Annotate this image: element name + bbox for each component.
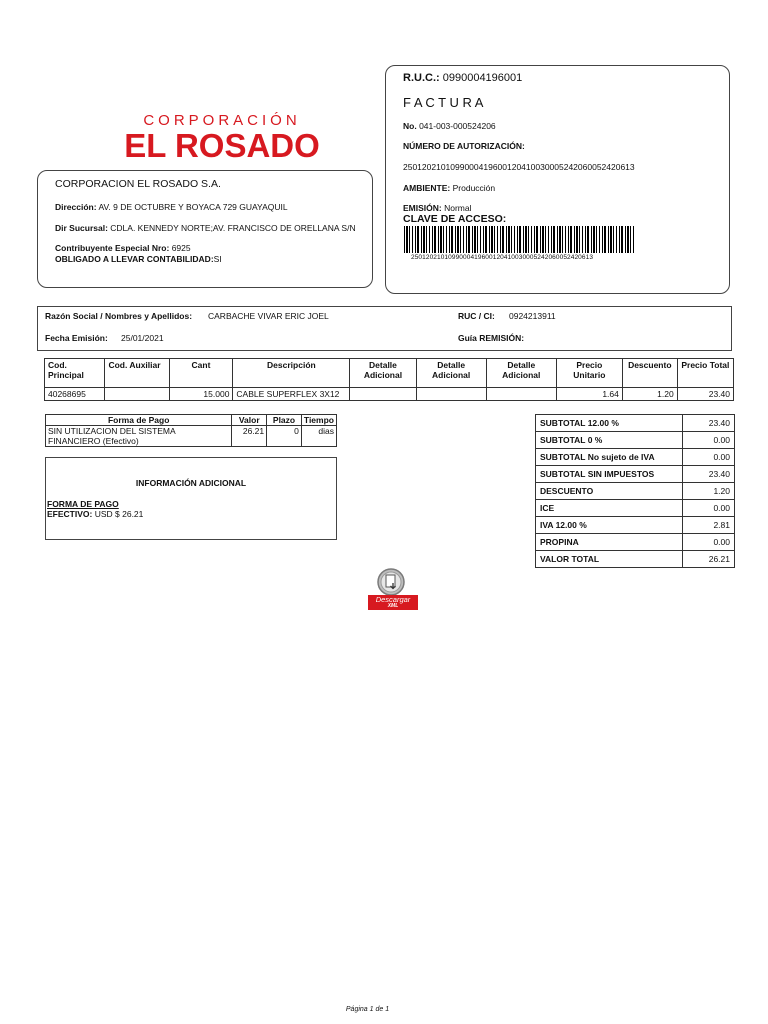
- payment-term: 0: [267, 426, 302, 447]
- totals-row: [536, 449, 735, 466]
- subtotal-12-label: SUBTOTAL 12.00 %: [536, 415, 683, 432]
- payment-time: dias: [301, 426, 336, 447]
- download-label: Descargar: [375, 595, 411, 604]
- subtotal-sin-impuestos-value: 23.40: [682, 466, 734, 483]
- invoice-ruc-label: R.U.C.:: [403, 72, 440, 84]
- special-taxpayer-value: 6925: [171, 243, 191, 253]
- table-row: [45, 388, 734, 401]
- totals-row: [536, 432, 735, 449]
- cell-cant: 15.000: [169, 388, 233, 401]
- invoice-ruc: [403, 72, 522, 84]
- payment-col-form: Forma de Pago: [46, 415, 232, 426]
- totals-row: [536, 534, 735, 551]
- cell-cod-auxiliar: [105, 388, 169, 401]
- iva-label: IVA 12.00 %: [536, 517, 683, 534]
- issue-date: 25/01/2021: [121, 333, 164, 343]
- cell-detalle-1: [350, 388, 416, 401]
- invoice-number-label: No.: [403, 121, 417, 131]
- download-document-icon: [376, 567, 406, 597]
- special-taxpayer: [55, 243, 191, 253]
- invoice-ruc-value: 0990004196001: [442, 72, 523, 84]
- environment-label: AMBIENTE:: [403, 183, 451, 193]
- company-branch-label: Dir Sucursal:: [55, 223, 108, 233]
- authorization-number: 2501202101099000419600120410030005242060052420613: [403, 162, 635, 172]
- company-name: CORPORACION EL ROSADO S.A.: [55, 178, 221, 190]
- col-precio-unitario: Precio Unitario: [556, 359, 622, 388]
- col-cod-auxiliar: Cod. Auxiliar: [105, 359, 169, 388]
- col-detalle-2: Detalle Adicional: [416, 359, 486, 388]
- totals-table: [535, 414, 735, 568]
- client-ruc-label: RUC / CI:: [458, 311, 495, 321]
- cell-cod-principal: 40268695: [45, 388, 105, 401]
- payment-row: [46, 426, 337, 447]
- access-key-barcode: [404, 226, 636, 253]
- totals-row: [536, 415, 735, 432]
- items-table: [44, 358, 734, 401]
- download-label-plate: [368, 595, 418, 610]
- payment-col-time: Tiempo: [301, 415, 336, 426]
- discount-label: DESCUENTO: [536, 483, 683, 500]
- totals-row: [536, 517, 735, 534]
- subtotal-no-iva-value: 0.00: [682, 449, 734, 466]
- invoice-number-value: 041-003-000524206: [419, 121, 496, 131]
- invoice-number: [403, 121, 496, 131]
- payment-table: [45, 414, 337, 447]
- cell-precio-total: 23.40: [677, 388, 733, 401]
- special-taxpayer-label: Contribuyente Especial Nro:: [55, 243, 170, 253]
- emission-label: EMISIÓN:: [403, 203, 442, 213]
- company-address-value: AV. 9 DE OCTUBRE Y BOYACA 729 GUAYAQUIL: [98, 202, 288, 212]
- ice-value: 0.00: [682, 500, 734, 517]
- items-header-row: [45, 359, 734, 388]
- col-descuento: Descuento: [622, 359, 677, 388]
- environment-value: Producción: [452, 183, 496, 193]
- client-ruc: 0924213911: [509, 311, 556, 321]
- subtotal-0-label: SUBTOTAL 0 %: [536, 432, 683, 449]
- cash-value: USD $ 26.21: [94, 509, 144, 519]
- totals-row: [536, 551, 735, 568]
- col-precio-total: Precio Total: [677, 359, 733, 388]
- download-xml-button[interactable]: [364, 567, 420, 613]
- company-branch-value: CDLA. KENNEDY NORTE;AV. FRANCISCO DE ORELLANA S/N: [110, 223, 356, 233]
- emission-value: Normal: [444, 203, 472, 213]
- accounting-value: SI: [213, 254, 222, 264]
- tip-label: PROPINA: [536, 534, 683, 551]
- tip-value: 0.00: [682, 534, 734, 551]
- cell-precio-unitario: 1.64: [556, 388, 622, 401]
- accounting-obligation: [55, 254, 222, 264]
- cash-label: EFECTIVO:: [47, 509, 93, 519]
- subtotal-sin-impuestos-label: SUBTOTAL SIN IMPUESTOS: [536, 466, 683, 483]
- company-logo: [112, 112, 332, 163]
- col-detalle-3: Detalle Adicional: [486, 359, 556, 388]
- client-name: CARBACHE VIVAR ERIC JOEL: [208, 311, 329, 321]
- payment-form: SIN UTILIZACION DEL SISTEMA FINANCIERO (Efectivo): [46, 426, 232, 447]
- client-name-label: Razón Social / Nombres y Apellidos:: [45, 311, 193, 321]
- col-cod-principal: Cod. Principal: [45, 359, 105, 388]
- logo-line-el-rosado: EL ROSADO: [124, 127, 320, 164]
- payment-form-label: FORMA DE PAGO: [47, 499, 119, 509]
- barcode-number: 2501202101099000419600120410030005242060052420613: [411, 254, 594, 261]
- logo-line-corporacion: CORPORACIÓN: [143, 112, 301, 129]
- payment-col-term: Plazo: [267, 415, 302, 426]
- payment-value: 26.21: [232, 426, 267, 447]
- totals-row: [536, 466, 735, 483]
- cell-descuento: 1.20: [622, 388, 677, 401]
- total-label: VALOR TOTAL: [536, 551, 683, 568]
- total-value: 26.21: [682, 551, 734, 568]
- payment-header-row: [46, 415, 337, 426]
- cash-info: [47, 509, 143, 519]
- subtotal-0-value: 0.00: [682, 432, 734, 449]
- emission: [403, 203, 472, 213]
- remission-guide-label: Guía REMISIÓN:: [458, 333, 525, 343]
- col-detalle-1: Detalle Adicional: [350, 359, 416, 388]
- page-number: Página 1 de 1: [345, 1006, 390, 1013]
- company-address-label: Dirección:: [55, 202, 97, 212]
- additional-info-title: INFORMACIÓN ADICIONAL: [135, 478, 247, 488]
- subtotal-12-value: 23.40: [682, 415, 734, 432]
- company-branch: [55, 223, 356, 233]
- ice-label: ICE: [536, 500, 683, 517]
- subtotal-no-iva-label: SUBTOTAL No sujeto de IVA: [536, 449, 683, 466]
- col-descripcion: Descripción: [233, 359, 350, 388]
- company-address: [55, 202, 288, 212]
- iva-value: 2.81: [682, 517, 734, 534]
- payment-col-value: Valor: [232, 415, 267, 426]
- discount-value: 1.20: [682, 483, 734, 500]
- cell-detalle-3: [486, 388, 556, 401]
- access-key-label: CLAVE DE ACCESO:: [403, 213, 507, 225]
- accounting-label: OBLIGADO A LLEVAR CONTABILIDAD:: [55, 254, 214, 264]
- cell-detalle-2: [416, 388, 486, 401]
- issue-date-label: Fecha Emisión:: [45, 333, 108, 343]
- totals-row: [536, 483, 735, 500]
- authorization-label: NÚMERO DE AUTORIZACIÓN:: [403, 141, 525, 151]
- col-cant: Cant: [169, 359, 233, 388]
- cell-descripcion: CABLE SUPERFLEX 3X12: [233, 388, 350, 401]
- totals-row: [536, 500, 735, 517]
- download-sublabel: XML: [387, 603, 399, 609]
- invoice-title: F A C T U R A: [403, 95, 484, 110]
- environment: [403, 183, 495, 193]
